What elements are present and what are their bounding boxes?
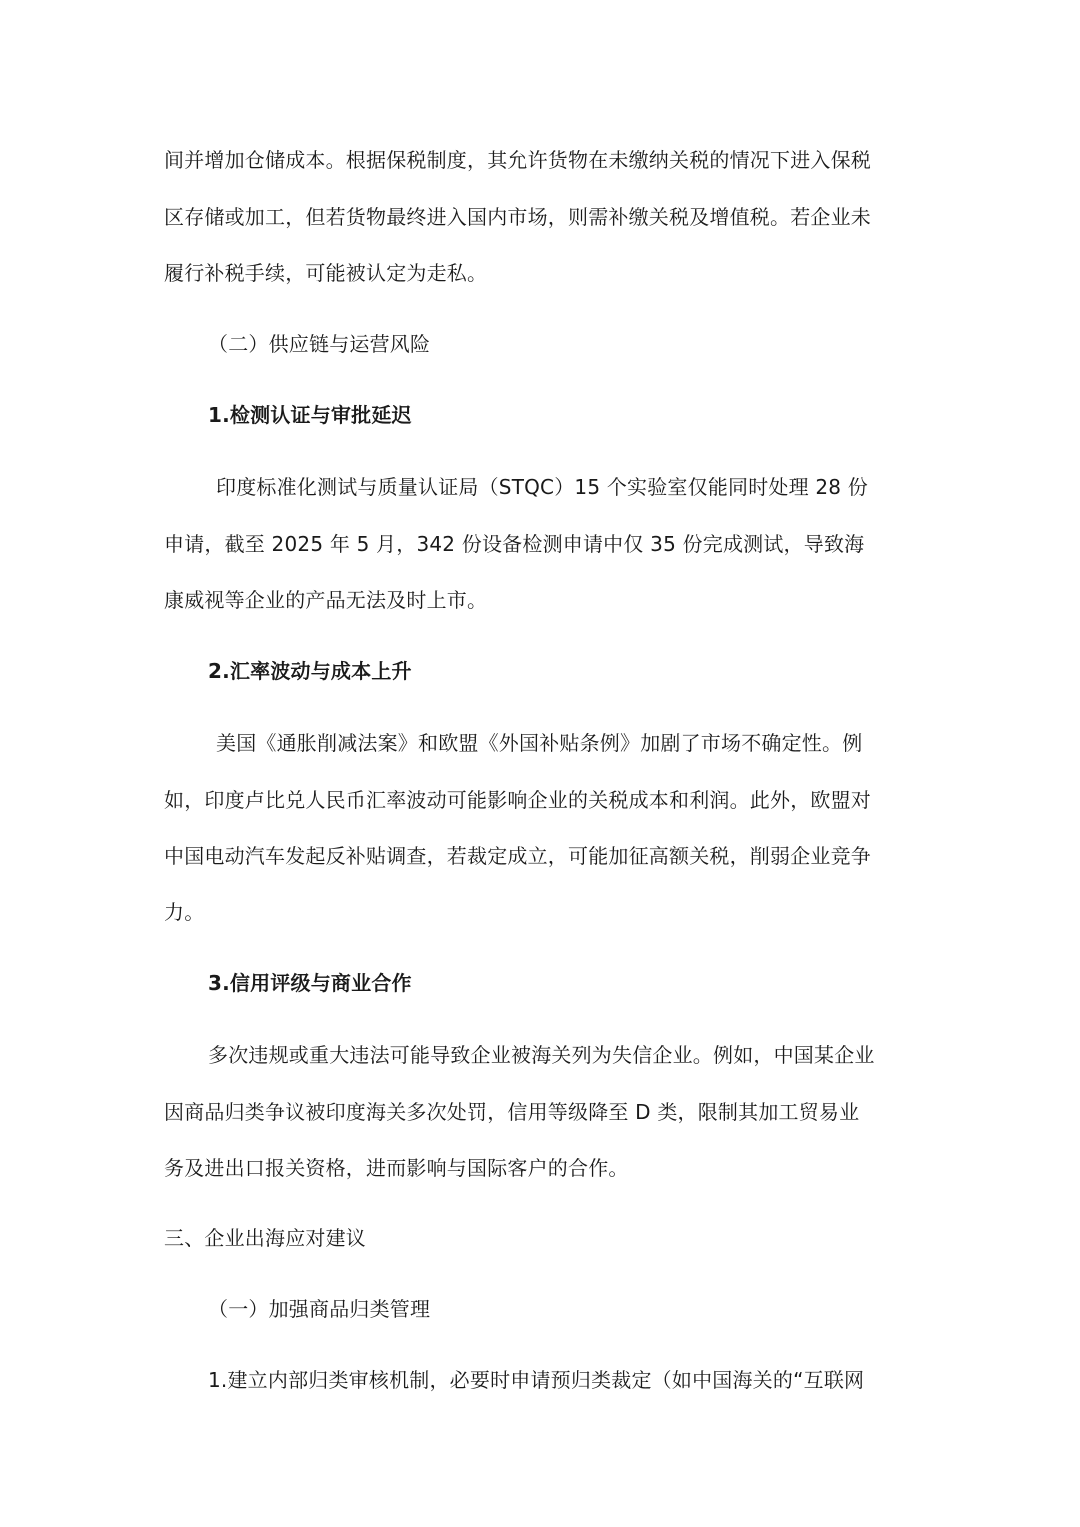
paragraph-line: 间并增加仓储成本。根据保税制度，其允许货物在未缴纳关税的情况下进入保税 xyxy=(164,148,871,172)
paragraph-line: 印度标准化测试与质量认证局（STQC）15 个实验室仅能同时处理 28 份 xyxy=(216,475,868,499)
paragraph-line: 务及进出口报关资格，进而影响与国际客户的合作。 xyxy=(164,1156,629,1180)
section-heading: （一）加强商品归类管理 xyxy=(208,1297,431,1321)
chapter-heading: 三、企业出海应对建议 xyxy=(164,1226,366,1250)
paragraph-line: 康威视等企业的产品无法及时上市。 xyxy=(164,588,488,612)
paragraph-line: 1.建立内部归类审核机制，必要时申请预归类裁定（如中国海关的“互联网 xyxy=(208,1368,865,1392)
paragraph-line: 区存储或加工，但若货物最终进入国内市场，则需补缴关税及增值税。若企业未 xyxy=(164,205,871,229)
subsection-heading: 1.检测认证与审批延迟 xyxy=(208,403,412,427)
paragraph-line: 履行补税手续，可能被认定为走私。 xyxy=(164,261,488,285)
subsection-heading: 2.汇率波动与成本上升 xyxy=(208,659,412,683)
paragraph-line: 因商品归类争议被印度海关多次处罚，信用等级降至 D 类，限制其加工贸易业 xyxy=(164,1100,860,1124)
paragraph-line: 多次违规或重大违法可能导致企业被海关列为失信企业。例如，中国某企业 xyxy=(208,1043,875,1067)
paragraph-line: 中国电动汽车发起反补贴调查，若裁定成立，可能加征高额关税，削弱企业竞争 xyxy=(164,844,871,868)
paragraph-line: 力。 xyxy=(164,900,205,924)
paragraph-line: 如，印度卢比兑人民币汇率波动可能影响企业的关税成本和利润。此外，欧盟对 xyxy=(164,788,871,812)
paragraph-line: 美国《通胀削减法案》和欧盟《外国补贴条例》加剧了市场不确定性。例 xyxy=(216,731,863,755)
subsection-heading: 3.信用评级与商业合作 xyxy=(208,971,412,995)
paragraph-line: 申请，截至 2025 年 5 月，342 份设备检测申请中仅 35 份完成测试，导致海 xyxy=(164,532,865,556)
section-heading: （二）供应链与运营风险 xyxy=(208,332,431,356)
